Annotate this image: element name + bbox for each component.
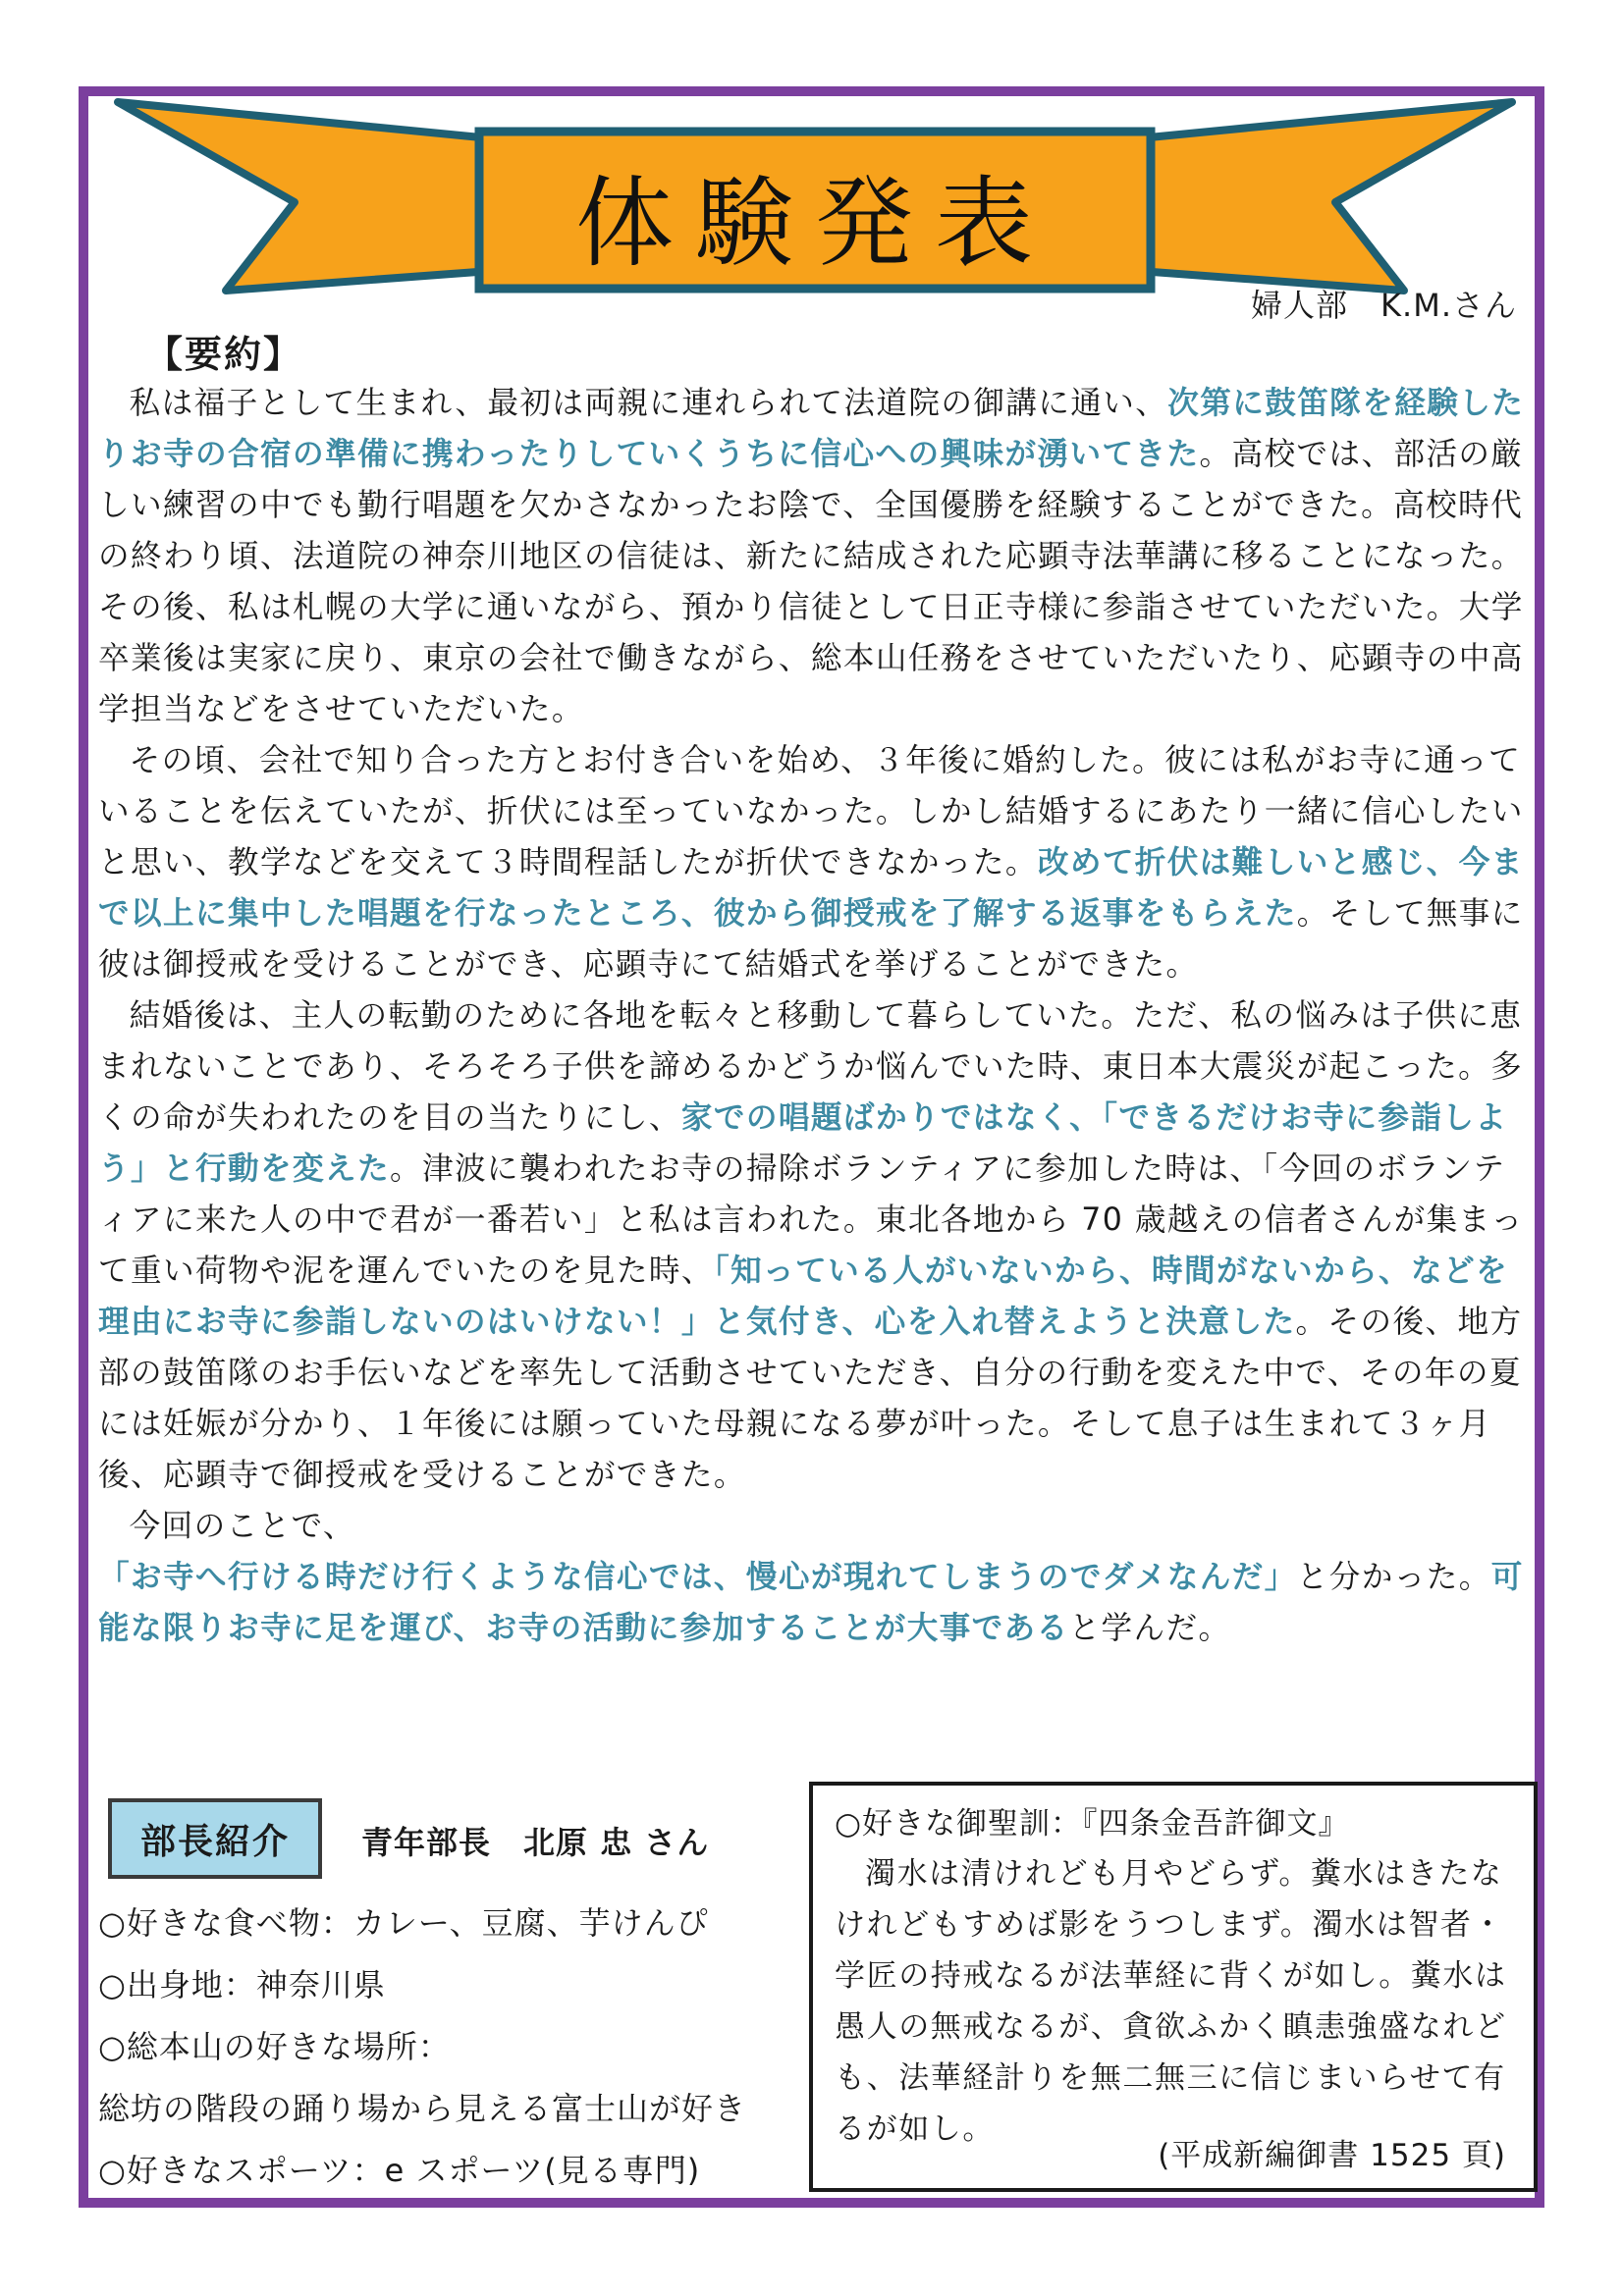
highlighted-text: 次第に鼓笛隊を経験したりお寺の合宿の準備に携わったりしていくうちに信心への興味が湧いてきた [98, 386, 1525, 472]
paragraph-text: と分かった。 [1296, 1560, 1491, 1595]
summary-paragraph [98, 990, 1532, 1501]
paragraph-text: 。その後、地方部の鼓笛隊のお手伝いなどを率先して活動させていただき、自分の行動を変えた中で、その年の夏には妊娠が分かり、１年後には願っていた母親になる夢が叶った。そして息子は生まれて３ヶ月後、応顕寺で御授戒を受けることができた。 [98, 1305, 1523, 1493]
paragraph-text: 。そして無事に彼は御授戒を受けることができ、応顕寺にて結婚式を挙げることができた。 [98, 896, 1524, 983]
highlighted-text: 「知っている人がいないから、時間がないから、などを理由にお寺に参詣しないのはいけない！」と気付き、心を入れ替えようと決意した [98, 1254, 1508, 1340]
highlighted-text: 家での唱題ばかりではなく、「できるだけお寺に参詣しよう」と行動を変えた [98, 1100, 1508, 1187]
profile-item-place-value: 総坊の階段の踊り場から見える富士山が好き [98, 2090, 747, 2127]
paragraph-text: 。津波に襲われたお寺の掃除ボランティアに参加した時は、「今回のボランティアに来た人の中で君が一番若い」と私は言われた。東北各地から 70 歳越えの信者さんが集まって重い荷物や泥を運んでいたのを見た時、 [98, 1151, 1524, 1289]
profile-item-food: ○好きな食べ物：カレー、豆腐、芋けんぴ [98, 1904, 709, 1942]
gosho-box [809, 1782, 1538, 2192]
gosho-text: 濁水は清けれども月やどらず。糞水はきたなけれどもすめば影をうつしまず。濁水は智者・学匠の持戒なるが法華経に背くが如し。糞水は愚人の無戒なるが、貪欲ふかく瞋恚強盛なれども、法華経計りを無二無三に信じまいらせて有るが如し。 [835, 1856, 1507, 2147]
gosho-title: ○好きな御聖訓：『四条金吾許御文』 [835, 1806, 1350, 1842]
summary-paragraph [98, 1501, 1532, 1654]
bucho-label-box [108, 1798, 322, 1879]
paragraph-text: 私は福子として生まれ、最初は両親に連れられて法道院の御講に通い、 [129, 386, 1168, 421]
highlighted-text: 可能な限りお寺に足を運び、お寺の活動に参加することが大事である [98, 1560, 1524, 1646]
paragraph-text: 結婚後は、主人の転勤のために各地を転々と移動して暮らしていた。ただ、私の悩みは子供に恵まれないことであり、そろそろ子供を諦めるかどうか悩んでいた時、東日本大震災が起こった。多くの命が失われたのを目の当たりにし、 [98, 998, 1524, 1136]
paragraph-text: と学んだ。 [1068, 1611, 1231, 1646]
banner-right-ribbon [1139, 102, 1512, 291]
author-line: 婦人部 K.M.さん [1251, 287, 1517, 324]
summary-heading: 【要約】 [145, 333, 303, 376]
bucho-name: 青年部長 北原 忠 さん [361, 1824, 710, 1861]
bucho-profile-list [98, 1893, 746, 2202]
page-title: 体験発表 [575, 166, 1055, 281]
profile-item-sport: ○好きなスポーツ：e スポーツ(見る専門) [98, 2152, 701, 2189]
title-banner [108, 94, 1522, 300]
paragraph-text: 。高校では、部活の厳しい練習の中でも勤行唱題を欠かさなかったお陰で、全国優勝を経験することができた。高校時代の終わり頃、法道院の神奈川地区の信徒は、新たに結成された応顕寺法華講に移ることになった。その後、私は札幌の大学に通いながら、預かり信徒として日正寺様に参詣させていただいた。大学卒業後は実家に戻り、東京の会社で働きながら、総本山任務をさせていただいたり、応顕寺の中高学担当などをさせていただいた。 [98, 437, 1524, 727]
summary-paragraph [98, 378, 1532, 735]
profile-item-place-label: ○総本山の好きな場所： [98, 2028, 451, 2065]
profile-item-hometown: ○出身地：神奈川県 [98, 1966, 386, 2003]
bucho-label: 部長紹介 [139, 1821, 290, 1862]
paragraph-text: その頃、会社で知り合った方とお付き合いを始め、３年後に婚約した。彼には私がお寺に通っていることを伝えていたが、折伏には至っていなかった。しかし結婚するにあたり一緒に信心したいと思い、教学などを交えて３時間程話したが折伏できなかった。 [98, 743, 1524, 881]
summary-body [98, 378, 1532, 1654]
banner-left-ribbon [118, 102, 491, 291]
highlighted-text: 改めて折伏は難しいと感じ、今まで以上に集中した唱題を行なったところ、彼から御授戒を了解する返事をもらえた [98, 845, 1524, 932]
gosho-source: (平成新編御書 1525 頁) [1158, 2138, 1506, 2173]
highlighted-text: 「お寺へ行ける時だけ行くような信心では、慢心が現れてしまうのでダメなんだ」 [98, 1560, 1297, 1595]
paragraph-text: 今回のことで、 [129, 1509, 355, 1544]
summary-paragraph [98, 735, 1532, 990]
